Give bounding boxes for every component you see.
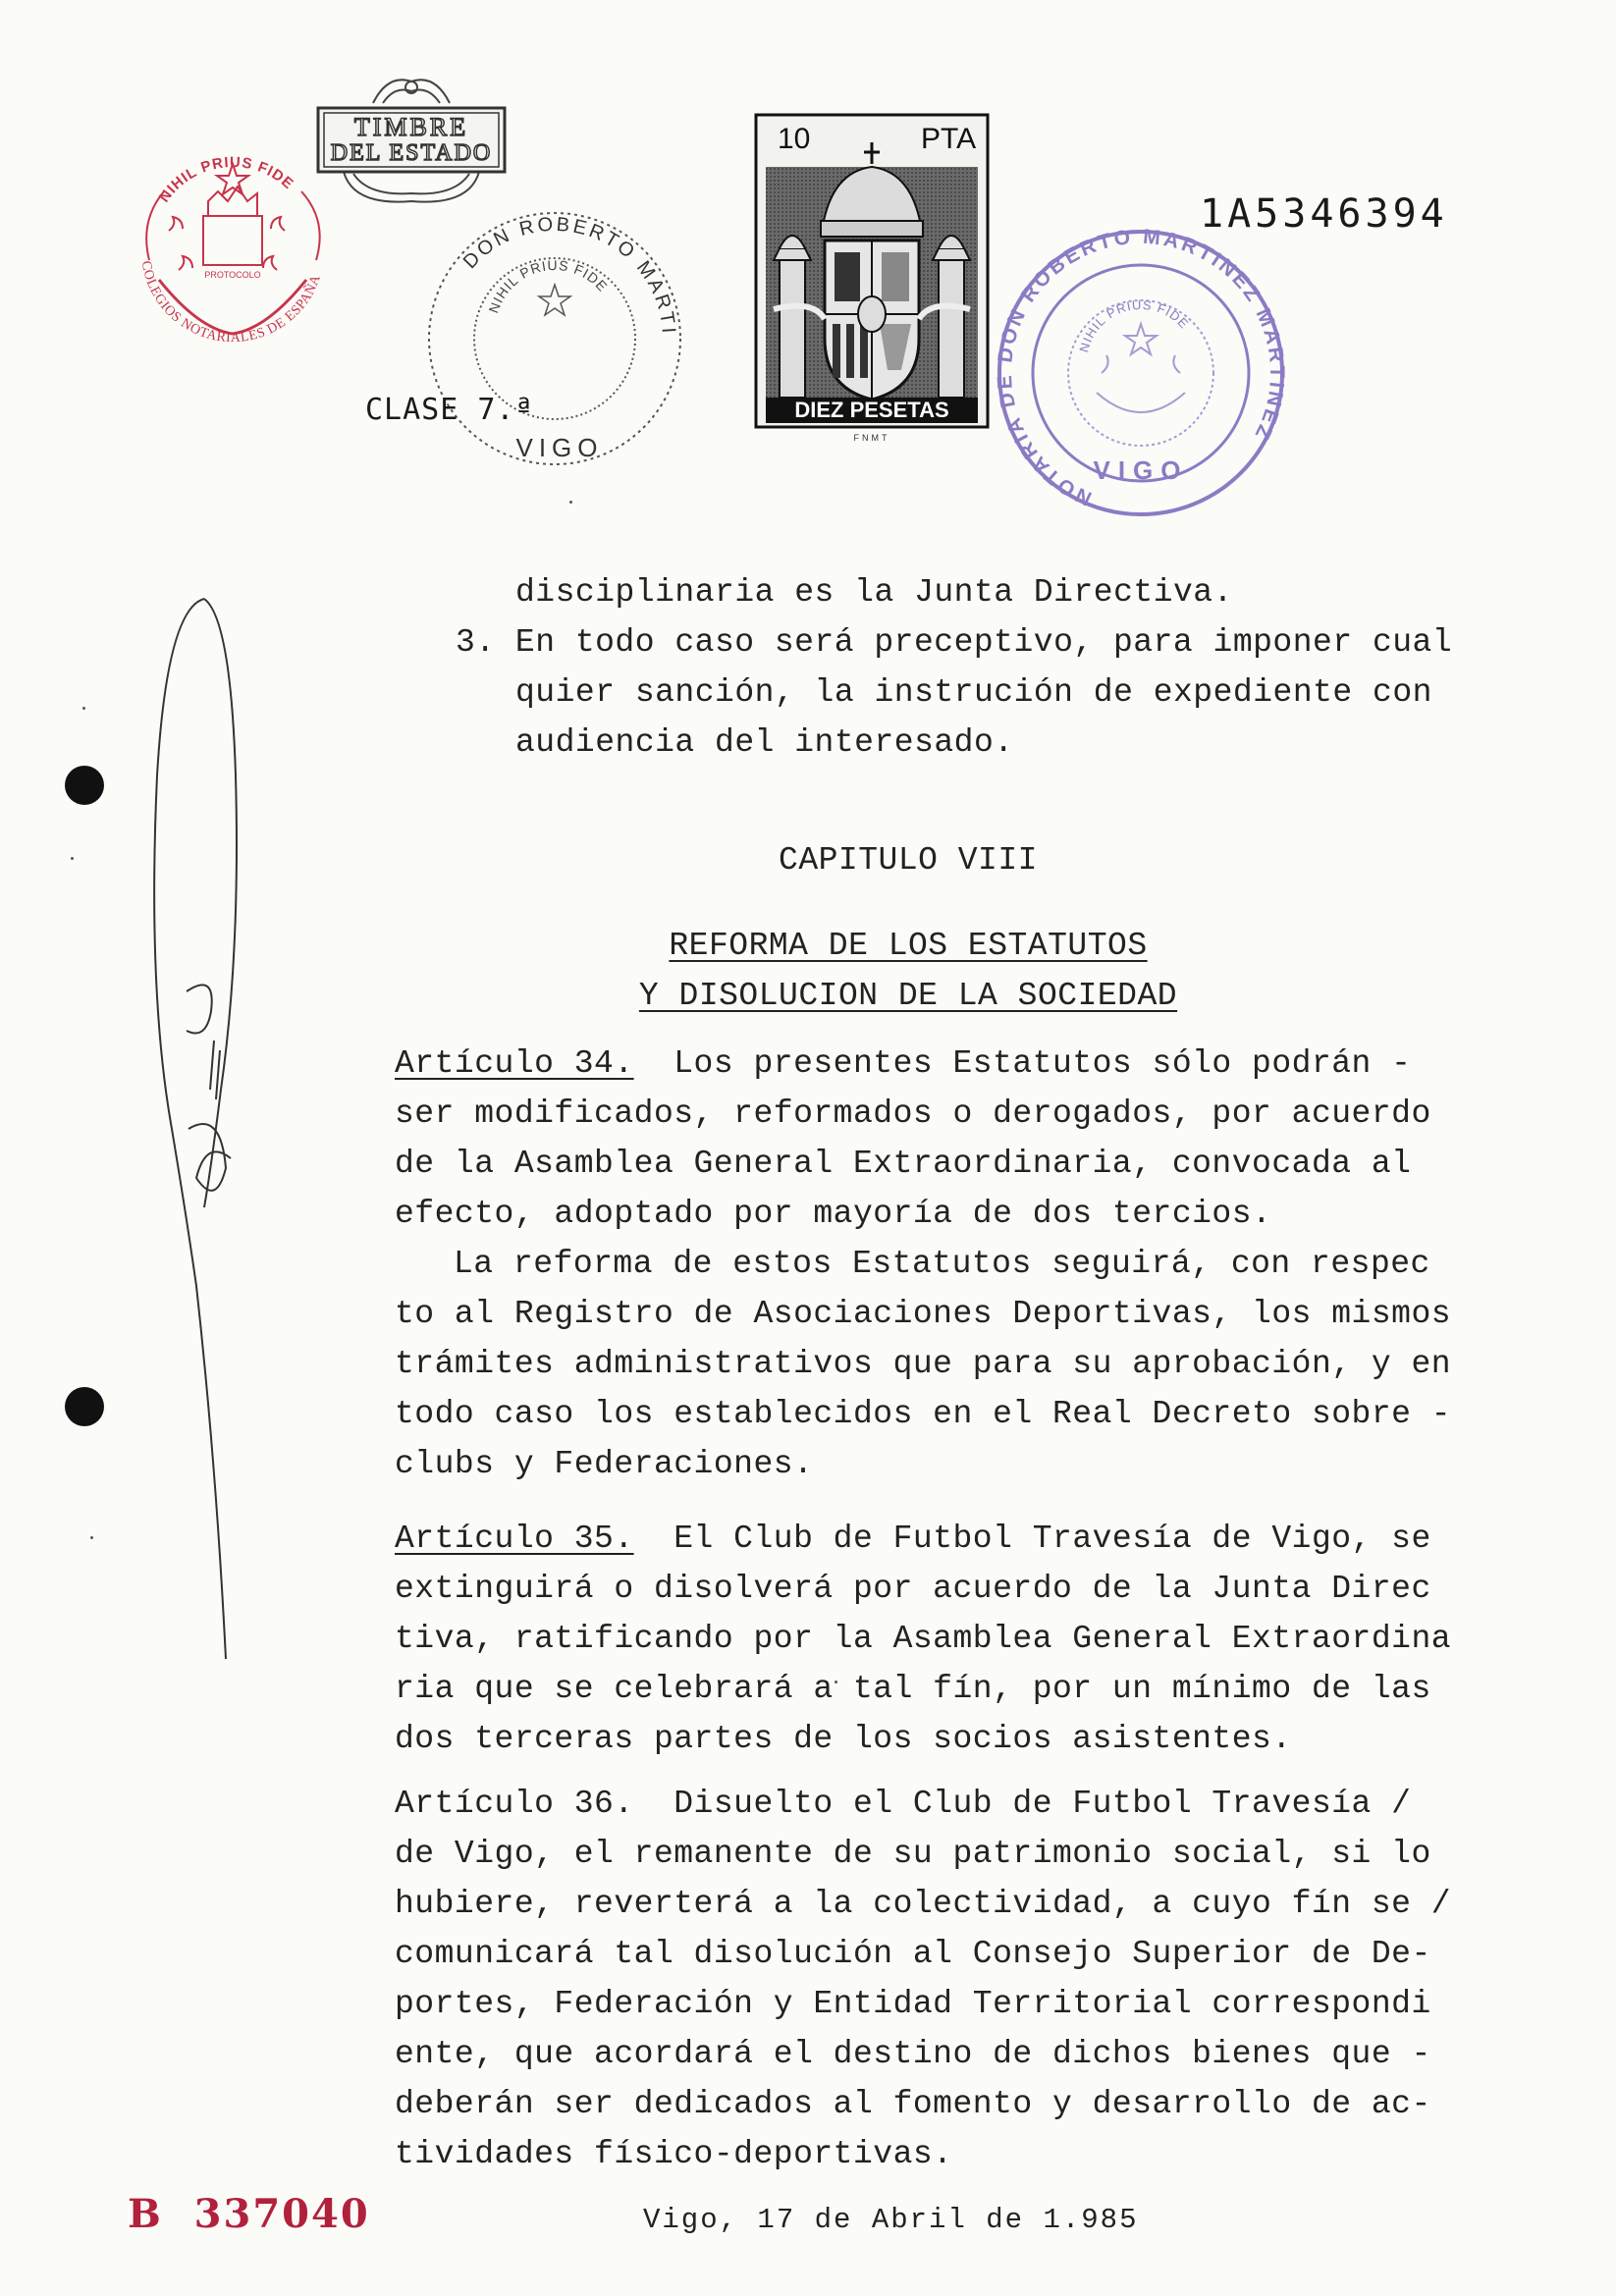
- art35-line-3: tiva, ratificando por la Asamblea General Extraordina: [395, 1621, 1452, 1657]
- punch-hole-upper: [65, 766, 104, 805]
- art36-line-6: ente, que acordará el destino de dichos bienes que -: [395, 2036, 1431, 2072]
- art34-line-1: Los presentes Estatutos sólo podrán -: [673, 1045, 1412, 1082]
- black-stamp-inner: NIHIL PRIUS FIDE: [485, 256, 612, 316]
- clase-label: CLASE 7.ª: [365, 393, 534, 427]
- intro-line-1: disciplinaria es la Junta Directiva.: [515, 574, 1233, 611]
- art35-first-line: [395, 1514, 1431, 1564]
- timbre-del-estado-stamp: [314, 64, 509, 211]
- art34-line-9: clubs y Federaciones.: [395, 1446, 814, 1482]
- timbre-line-1: TIMBRE: [353, 113, 469, 141]
- art34-line-6: to al Registro de Asociaciones Deportivas, los mismos: [395, 1296, 1452, 1332]
- violet-stamp-city: VIGO: [1093, 455, 1189, 485]
- intro-line-2: 3. En todo caso será preceptivo, para imponer cual: [456, 624, 1453, 661]
- art36-line-8: tividades físico-deportivas.: [395, 2136, 953, 2172]
- violet-stamp-inner: NIHIL PRIUS FIDE: [1076, 296, 1193, 354]
- red-seal-center: PROTOCOLO: [204, 270, 261, 280]
- art36-first-line: [395, 1779, 1411, 1829]
- serial-number: 1A5346394: [1200, 191, 1448, 237]
- fiscal-stamp: [754, 113, 990, 452]
- punch-hole-lower: [65, 1387, 104, 1426]
- fiscal-stamp-value: 10: [778, 123, 811, 155]
- svg-text:NIHIL PRIUS FIDE: [156, 154, 297, 206]
- intro-line-3: quier sanción, la instrución de expediente con: [515, 674, 1432, 711]
- timbre-line-2: DEL ESTADO: [330, 140, 493, 166]
- art36-line-2: de Vigo, el remanente de su patrimonio social, si lo: [395, 1836, 1431, 1872]
- art36-line-1: Disuelto el Club de Futbol Travesía /: [673, 1786, 1412, 1822]
- red-seal-ring-top: NIHIL PRIUS FIDE: [155, 153, 297, 206]
- chapter-heading: CAPITULO VIII: [779, 842, 1038, 879]
- art35-line-4: ria que se celebrará a tal fín, por un mínimo de las: [395, 1671, 1431, 1707]
- footer-number: B 337040: [128, 2191, 370, 2237]
- art35-line-1: El Club de Futbol Travesía de Vigo, se: [673, 1521, 1431, 1557]
- art36-line-5: portes, Federación y Entidad Territorial correspondi: [395, 1986, 1431, 2022]
- art34-line-5: La reforma de estos Estatutos seguirá, con respec: [454, 1246, 1430, 1282]
- violet-stamp-ring: NOTARIA DE DON ROBERTO MARTINEZ MARTINEZ: [994, 226, 1288, 510]
- art35-line-5: dos terceras partes de los socios asistentes.: [395, 1721, 1292, 1757]
- art34-label: Artículo 34.: [395, 1045, 634, 1082]
- art34-line-2: ser modificados, reformados o derogados, por acuerdo: [395, 1095, 1431, 1132]
- section-title-1: REFORMA DE LOS ESTATUTOS: [669, 928, 1148, 964]
- date-line: Vigo, 17 de Abril de 1.985: [643, 2204, 1139, 2236]
- fiscal-stamp-unit: PTA: [921, 123, 977, 155]
- art34-line-8: todo caso los establecidos en el Real Decreto sobre -: [395, 1396, 1452, 1432]
- margin-signature: [128, 579, 265, 1679]
- notary-stamp-black: [412, 191, 697, 481]
- art34-line-4: efecto, adoptado por mayoría de dos tercios.: [395, 1196, 1272, 1232]
- red-seal-ring-bottom: COLEGIOS NOTARIALES DE ESPAÑA: [137, 259, 325, 344]
- notary-stamp-violet: [994, 226, 1288, 520]
- art34-line-7: trámites administrativos que para su aprobación, y en: [395, 1346, 1452, 1382]
- art36-line-4: comunicará tal disolución al Consejo Superior de De-: [395, 1936, 1431, 1972]
- section-title-2: Y DISOLUCION DE LA SOCIEDAD: [638, 978, 1178, 1014]
- art34-line-3: de la Asamblea General Extraordinaria, convocada al: [395, 1146, 1412, 1182]
- notarial-seal-red: [120, 133, 346, 344]
- art36-line-3: hubiere, reverterá a la colectividad, a cuyo fín se /: [395, 1886, 1452, 1922]
- black-stamp-ring: DON ROBERTO MARTI: [458, 213, 680, 337]
- fiscal-stamp-maker: FNMT: [853, 433, 890, 443]
- section-title-wrap-2: [393, 971, 1424, 1021]
- section-title-wrap-1: [393, 921, 1424, 971]
- art35-label: Artículo 35.: [395, 1521, 634, 1557]
- art35-line-2: extinguirá o disolverá por acuerdo de la Junta Direc: [395, 1571, 1431, 1607]
- black-stamp-city: VIGO: [515, 433, 604, 462]
- fiscal-stamp-caption: DIEZ PESETAS: [794, 398, 949, 422]
- intro-line-4: audiencia del interesado.: [515, 724, 1014, 761]
- art36-line-7: deberán ser dedicados al fomento y desarrollo de ac-: [395, 2086, 1431, 2122]
- art36-label: Artículo 36.: [395, 1786, 634, 1822]
- art34-first-line: [395, 1039, 1411, 1089]
